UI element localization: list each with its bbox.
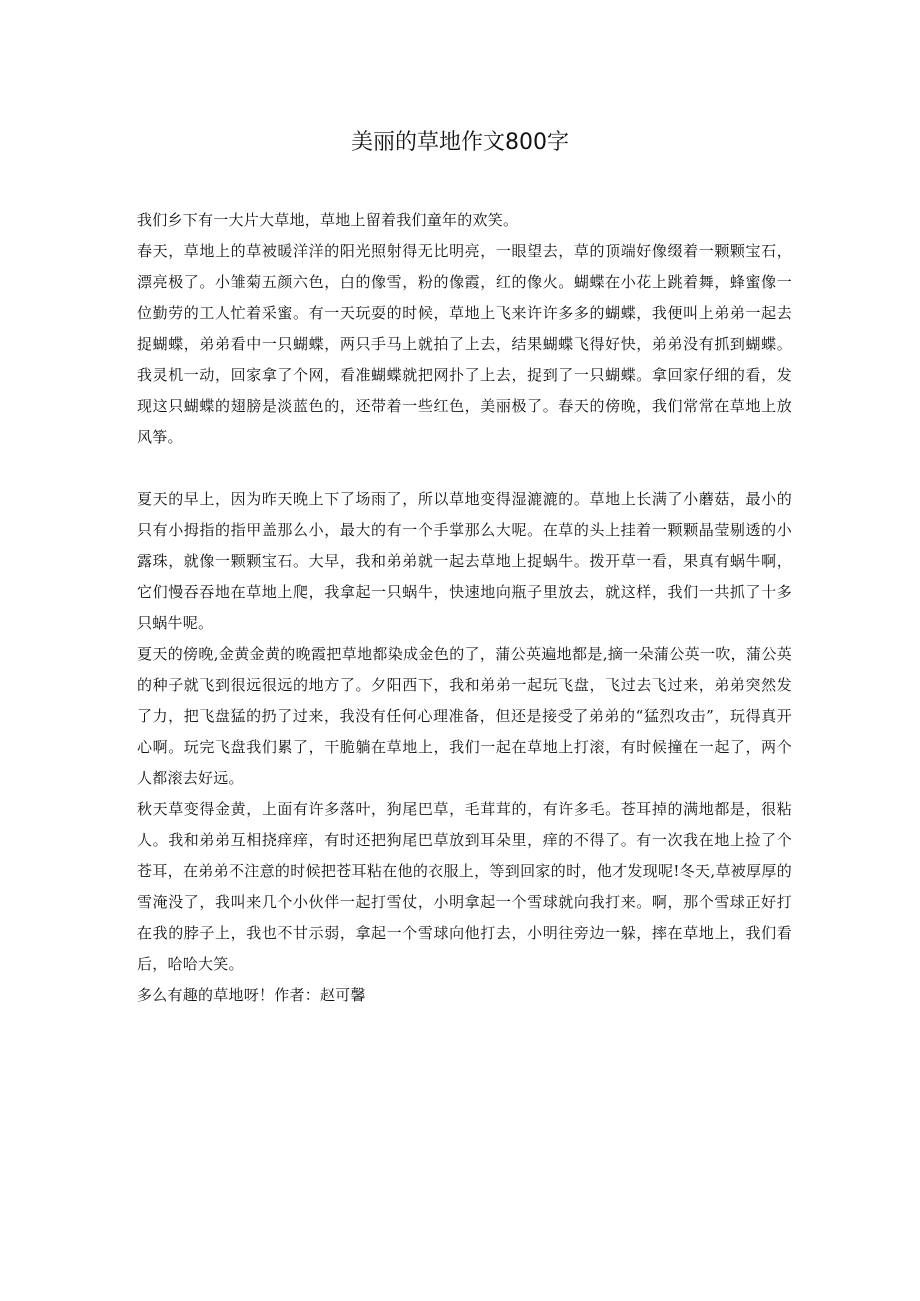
paragraph-autumn-winter: 秋天草变得金黄，上面有许多落叶，狗尾巴草，毛茸茸的，有许多毛。苍耳掉的满地都是，很粘人。我和弟弟互相挠痒痒，有时还把狗尾巴草放到耳朵里，痒的不得了。有一次我在地上捡了个苍耳，在弟弟不注意的时候把苍耳粘在他的衣服上，等到回家的时，他才发现呢!冬天,草被厚厚的雪淹没了，我叫来几个小伙伴一起打雪仗，小明拿起一个雪球就向我打来。啊，那个雪球正好打在我的脖子上，我也不甘示弱，拿起一个雪球向他打去，小明往旁边一躲，摔在草地上，我们看后，哈哈大笑。 [137,800,792,973]
paragraph-summer-morning: 夏天的早上，因为昨天晚上下了场雨了，所以草地变得湿漉漉的。草地上长满了小蘑菇，最小的只有小拇指的指甲盖那么小，最大的有一个手掌那么大呢。在草的头上挂着一颗颗晶莹剔透的小露珠，就像一颗颗宝石。大早，我和弟弟就一起去草地上捉蜗牛。拨开草一看，果真有蜗牛啊，它们慢吞吞地在草地上爬，我拿起一只蜗牛，快速地向瓶子里放去，就这样，我们一共抓了十多只蜗牛呢。 [137,490,792,632]
paragraph-intro: 我们乡下有一大片大草地，草地上留着我们童年的欢笑。 [137,211,519,229]
document-body [137,205,792,1011]
document-title: 美丽的草地作文800字 [351,130,569,155]
paragraph-closing-author: 多么有趣的草地呀！作者：赵可馨 [137,986,366,1004]
paragraph-summer-evening: 夏天的傍晚,金黄金黄的晚霞把草地都染成金色的了，蒲公英遍地都是,摘一朵蒲公英一吹，蒲公英的种子就飞到很远很远的地方了。夕阳西下，我和弟弟一起玩飞盘，飞过去飞过来，弟弟突然发了力，把飞盘猛的扔了过来，我没有任何心理准备，但还是接受了弟弟的“猛烈攻击”，玩得真开心啊。玩完飞盘我们累了，干脆躺在草地上，我们一起在草地上打滚，有时候撞在一起了，两个人都滚去好远。 [137,645,792,787]
paragraph-spring: 春天，草地上的草被暖洋洋的阳光照射得无比明亮，一眼望去，草的顶端好像缀着一颗颗宝石，漂亮极了。小雏菊五颜六色，白的像雪，粉的像霞，红的像火。蝴蝶在小花上跳着舞，蜂蜜像一位勤劳的工人忙着采蜜。有一天玩耍的时候，草地上飞来许许多多的蝴蝶，我便叫上弟弟一起去捉蝴蝶，弟弟看中一只蝴蝶，两只手马上就拍了上去，结果蝴蝶飞得好快，弟弟没有抓到蝴蝶。我灵机一动，回家拿了个网，看准蝴蝶就把网扑了上去，捉到了一只蝴蝶。拿回家仔细的看，发现这只蝴蝶的翅膀是淡蓝色的，还带着一些红色，美丽极了。春天的傍晚，我们常常在草地上放风筝。 [137,242,792,446]
